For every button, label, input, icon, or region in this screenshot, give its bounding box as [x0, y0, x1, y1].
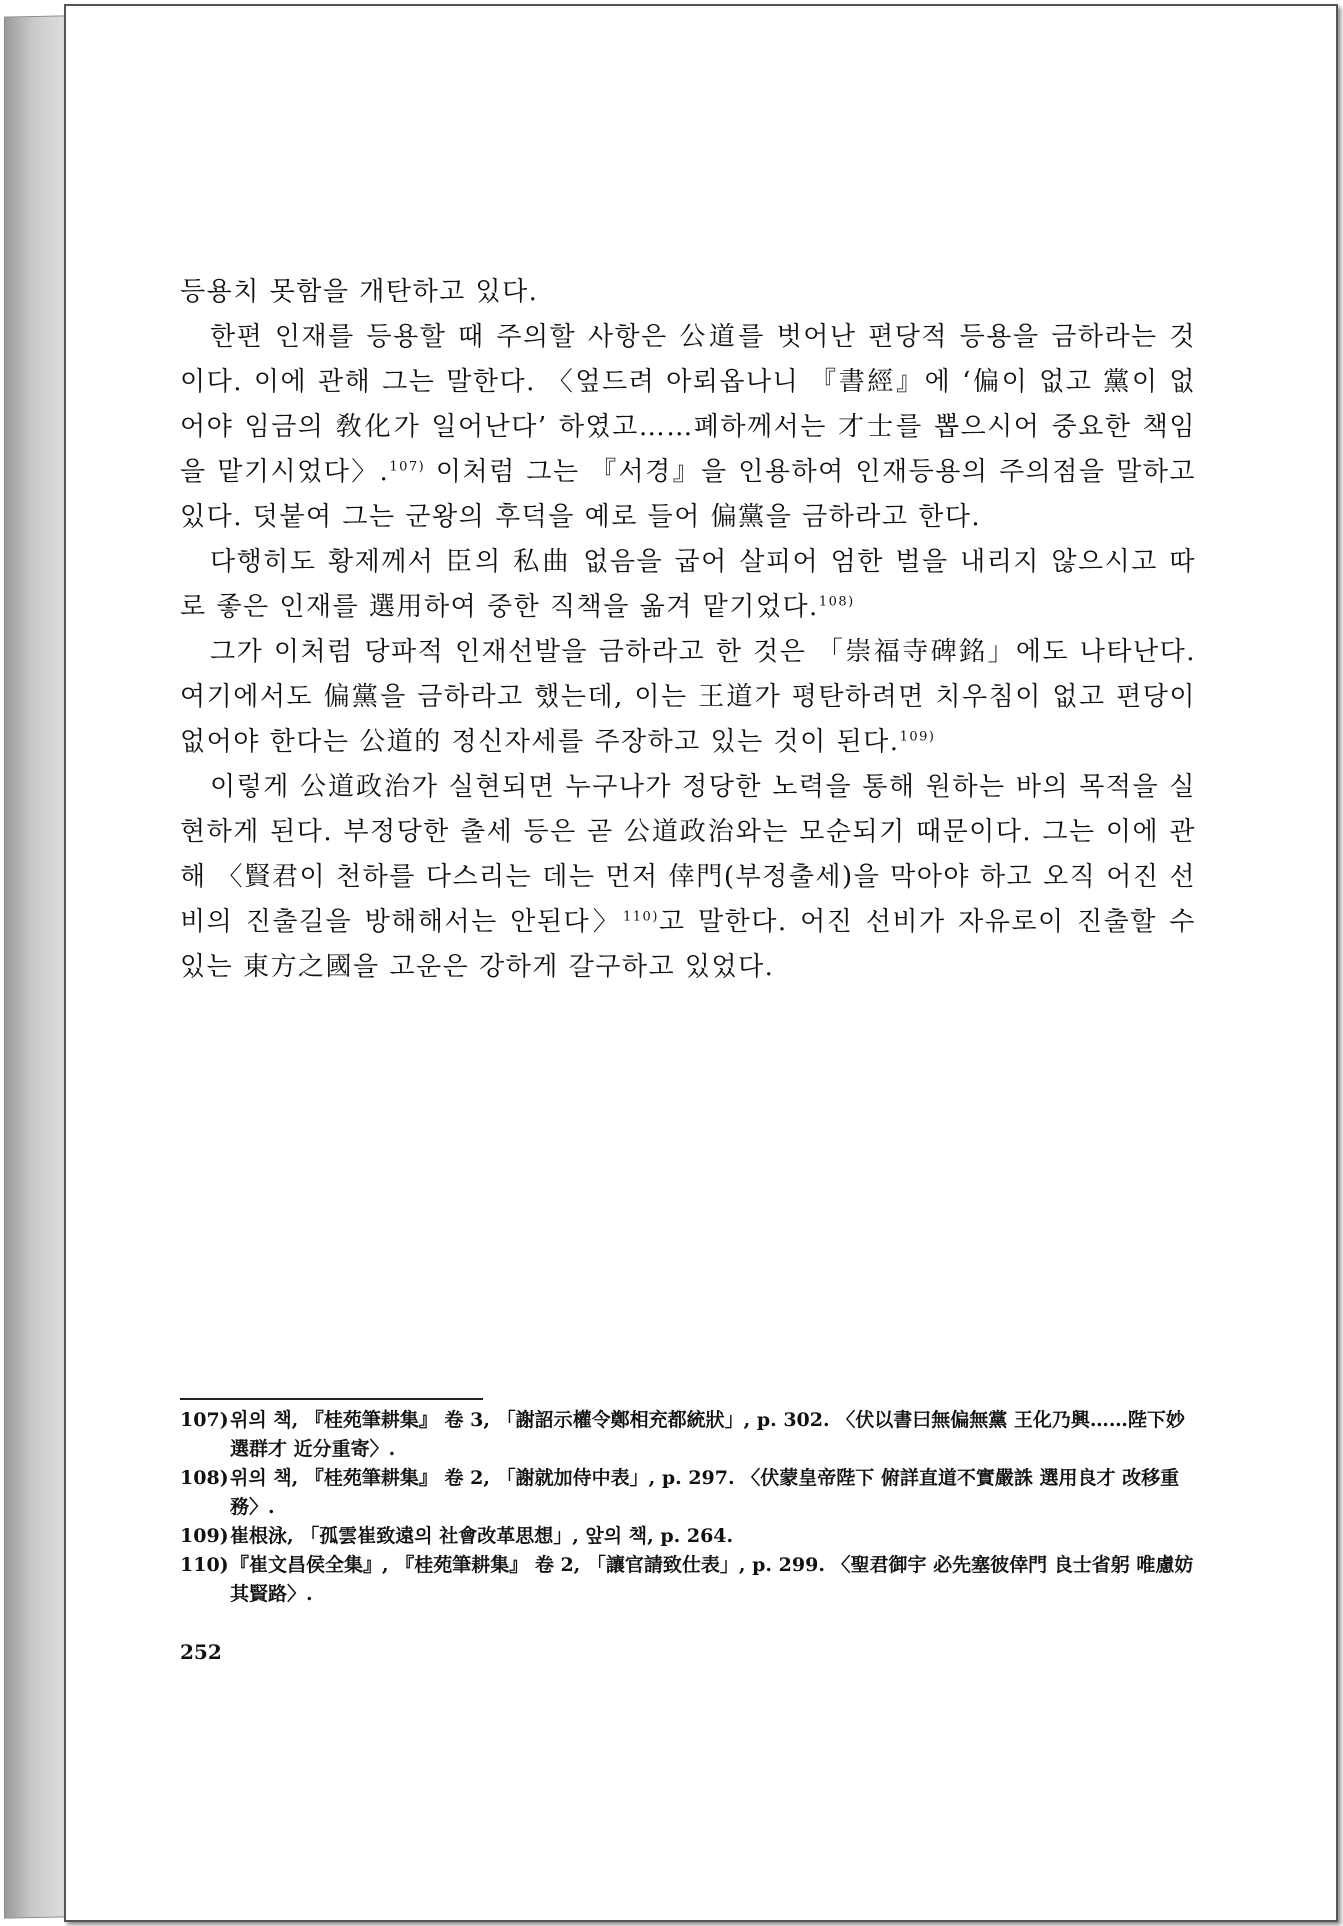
footnote-108 [180, 1464, 1196, 1522]
book-spine [4, 15, 66, 1918]
footnote-109 [180, 1522, 1196, 1551]
footnote-107 [180, 1406, 1196, 1464]
paragraph-4-text-b: 고 말한다. 어진 선비가 자유로이 진출할 수 있는 東方之國을 고운은 강하게 갈구하고 있었다. [180, 907, 1197, 982]
paragraph-4-text-a: 이렇게 公道政治가 실현되면 누구나가 정당한 노력을 통해 원하는 바의 목적을 실현하게 된다. 부정당한 출세 등은 곧 公道政治와는 모순되기 때문이다. 그는 이에 관해 〈賢君이 천하를 다스리는 데는 먼저 倖門(부정출세)을 막아야 하고 오직 어진 선비의 진출길을 방해해서는 안된다〉 [180, 772, 1196, 937]
paragraph-3-text: 그가 이처럼 당파적 인재선발을 금하라고 한 것은 「崇福寺碑銘」에도 나타난다. 여기에서도 偏黨을 금하라고 했는데, 이는 王道가 평탄하려면 치우침이 없고 편당이 없어야 한다는 公道的 정신자세를 주장하고 있는 것이 된다. [180, 637, 1196, 757]
block-quote-text: 다행히도 황제께서 臣의 私曲 없음을 굽어 살피어 엄한 벌을 내리지 않으시고 따로 좋은 인재를 選用하여 중한 직책을 옮겨 맡기었다. [180, 547, 1196, 622]
paragraph-2-end: 이처럼 그는 『서경』을 인용하여 인재등용의 주의점을 말하고 있다. 덧붙여 그는 군왕의 후덕을 예로 들어 偏黨을 금하라고 한다. [180, 457, 1197, 532]
footnote-number: 110) [180, 1554, 229, 1576]
footnote-ref-107[interactable]: 107) [389, 459, 426, 475]
footnote-ref-109[interactable]: 109) [899, 729, 936, 745]
footnote-text: 위의 책, 『桂苑筆耕集』 卷 3, 「謝詔示權令鄭相充都統狀」, p. 302. 〈伏以書曰無偏無黨 王化乃興……陛下妙選群才 近分重寄〉. [230, 1409, 1185, 1460]
block-quote [180, 540, 1196, 630]
footnote-rule [180, 1398, 483, 1400]
page-number: 252 [180, 1640, 222, 1664]
footnote-110 [180, 1551, 1196, 1609]
footnote-number: 108) [180, 1467, 229, 1489]
paragraph-4 [180, 765, 1196, 990]
footnote-number: 107) [180, 1409, 229, 1431]
paragraph-2-text: 한편 인재를 등용할 때 주의할 사항은 公道를 벗어난 편당적 등용을 금하라는 것이다. 이에 관해 그는 말한다. 〈엎드려 아뢰옵나니 『書經』에 ‘偏이 없고 黨이 없어야 임금의 敎化가 일어난다’ 하였고……폐하께서는 才士를 뽑으시어 중요한 책임을 맡기시었다〉. [180, 322, 1196, 487]
paragraph-3 [180, 630, 1196, 765]
footnote-text: 위의 책, 『桂苑筆耕集』 卷 2, 「謝就加侍中表」, p. 297. 〈伏蒙皇帝陛下 俯詳直道不實嚴誅 選用良才 改移重務〉. [230, 1467, 1180, 1518]
paragraph-1: 등용치 못함을 개탄하고 있다. [180, 277, 539, 307]
footnote-text: 『崔文昌侯全集』, 『桂苑筆耕集』 卷 2, 「讓官請致仕表」, p. 299. 〈聖君御宇 必先塞彼倖門 良士省躬 唯慮妨其賢路〉. [230, 1554, 1194, 1605]
paragraph-2 [180, 315, 1196, 540]
footnote-text: 崔根泳, 「孤雲崔致遠의 社會改革思想」, 앞의 책, p. 264. [230, 1525, 734, 1547]
footnotes [180, 1406, 1196, 1609]
footnote-ref-108[interactable]: 108) [818, 594, 855, 610]
footnote-ref-110[interactable]: 110) [623, 909, 659, 925]
body-text [180, 270, 1196, 990]
footnote-number: 109) [180, 1525, 229, 1547]
